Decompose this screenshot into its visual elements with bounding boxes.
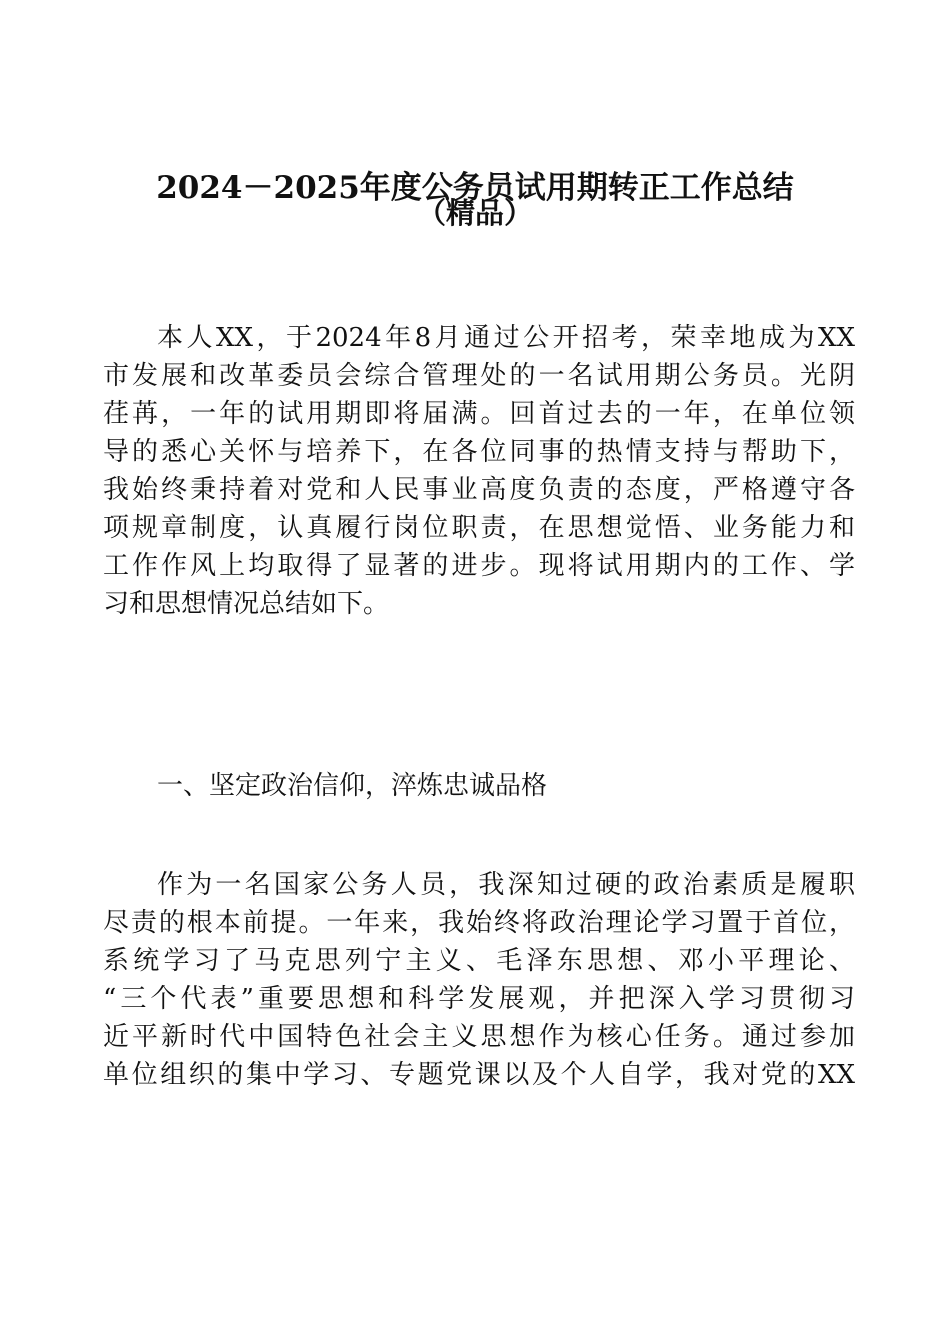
- paragraph-line: 市发展和改革委员会综合管理处的一名试用期公务员。光阴: [103, 361, 855, 391]
- paragraph-line: 荏苒，一年的试用期即将届满。回首过去的一年，在单位领: [103, 399, 855, 429]
- paragraph-line: 习和思想情况总结如下。: [103, 589, 390, 619]
- intro-paragraph: [103, 319, 855, 623]
- paragraph-line: 单位组织的集中学习、专题党课以及个人自学，我对党的XX: [103, 1060, 855, 1090]
- section-paragraph: [103, 866, 855, 1094]
- paragraph-line: 我始终秉持着对党和人民事业高度负责的态度，严格遵守各: [103, 475, 855, 505]
- paragraph-line: “三个代表”重要思想和科学发展观，并把深入学习贯彻习: [103, 984, 855, 1014]
- section-heading: [103, 767, 855, 805]
- paragraph-line: 导的悉心关怀与培养下，在各位同事的热情支持与帮助下，: [103, 437, 855, 467]
- paragraph-line: 尽责的根本前提。一年来，我始终将政治理论学习置于首位，: [103, 908, 855, 938]
- paragraph-line: 项规章制度，认真履行岗位职责，在思想觉悟、业务能力和: [103, 513, 855, 543]
- document-subtitle: （精品）: [416, 196, 533, 230]
- paragraph-line: 系统学习了马克思列宁主义、毛泽东思想、邓小平理论、: [103, 946, 855, 976]
- paragraph-line: 工作作风上均取得了显著的进步。现将试用期内的工作、学: [103, 551, 855, 581]
- document-title: 2024－2025年度公务员试用期转正工作总结: [156, 170, 794, 206]
- paragraph-line: 作为一名国家公务人员，我深知过硬的政治素质是履职: [157, 870, 855, 900]
- section-heading-text: 一、坚定政治信仰，淬炼忠诚品格: [157, 771, 548, 801]
- paragraph-line: 本人XX，于2024年8月通过公开招考，荣幸地成为XX: [157, 323, 855, 353]
- paragraph-line: 近平新时代中国特色社会主义思想作为核心任务。通过参加: [103, 1022, 855, 1052]
